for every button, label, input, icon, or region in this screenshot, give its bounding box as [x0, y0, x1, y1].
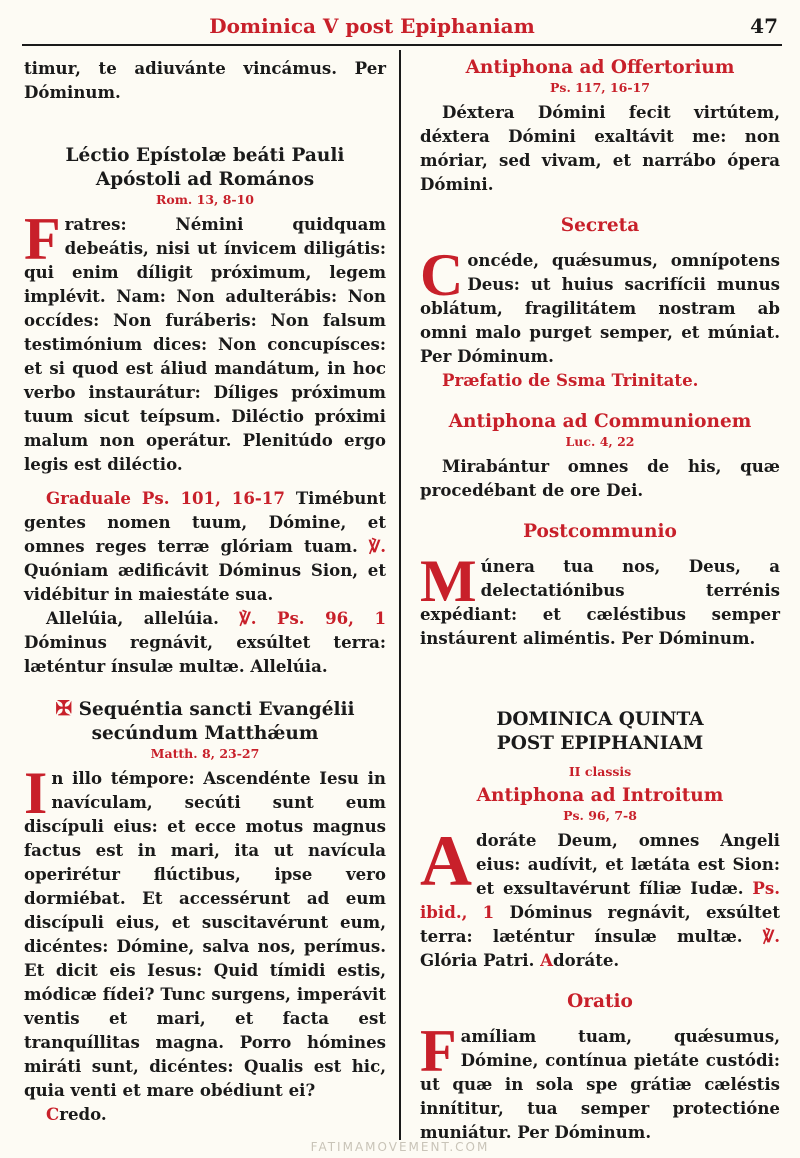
introit-reference: Ps. 96, 7-8 — [563, 808, 637, 823]
column-divider — [399, 50, 401, 1140]
gospel-reference: Matth. 8, 23-27 — [150, 746, 260, 761]
communion-title: Antiphona ad Communionem — [448, 411, 752, 432]
right-column — [420, 56, 780, 1144]
epistle-title: Léctio Epístolæ beáti Pauli Apóstoli ad Romános — [65, 145, 345, 190]
collect-body: amíliam tuam, quǽsumus, Dómine, contínua pietáte custódi: ut quæ in sola spe grátiæ cæléstis innítitur, tua semper protectióne muniátur. Per Dóminum. — [420, 1026, 780, 1142]
introit-drop-cap: A — [420, 821, 472, 901]
liturgical-class: II classis — [568, 764, 632, 779]
collect-title: Oratio — [567, 991, 633, 1012]
introit-psalm-reference: Ps. ibid., 1 — [420, 878, 780, 922]
communion-text: Mirabántur omnes de his, quæ procedébant de ore Dei. — [420, 456, 780, 500]
alleluia-verse: Dóminus regnávit, exsúltet terra: læténtur ínsulæ multæ. Allelúia. — [24, 632, 386, 676]
gospel-drop-cap: I — [24, 760, 48, 826]
offertory-reference: Ps. 117, 16-17 — [550, 80, 650, 95]
running-title: Dominica V post Epiphaniam — [209, 14, 535, 38]
gospel-text — [24, 760, 386, 1102]
credo-rest: redo. — [59, 1104, 107, 1124]
next-sunday-title-line1: DOMINICA QUINTA — [496, 709, 704, 730]
page-header — [22, 10, 782, 46]
introit-versicle-symbol: ℣. — [762, 926, 780, 946]
collect-drop-cap: F — [420, 1018, 457, 1084]
postcommunion-text — [420, 548, 780, 650]
credo-initial: C — [46, 1104, 60, 1124]
epistle-text — [24, 206, 386, 476]
secret-body: oncéde, quǽsumus, omnípotens Deus: ut huius sacrifícii munus oblátum, fragilitátem nostram ab omni malo purget semper, et múniat. Per Dóminum. — [420, 250, 780, 366]
alleluia — [24, 606, 386, 678]
epistle-body: ratres: Némini quidquam debeátis, nisi ut ínvicem diligátis: qui enim díligit próximum, legem implévit. Nam: Non adulterábis: Non occídes: Non furáberis: Non falsum testimónium dices: Non concupísces: et si quod est áliud mandátum, in hoc verbo instaurátur: Díliges próximum tuum sicut teípsum. Diléctio próximi malum non operátur. Plenitúdo ergo legis est diléctio. — [24, 214, 386, 474]
introit-psalm-text: Dóminus regnávit, exsúltet terra: læténtur ínsulæ multæ. — [420, 902, 780, 946]
introit-body: doráte Deum, omnes Angeli eius: audívit, et lætáta est Sion: et exsultavérunt fíliæ Iudæ. — [476, 830, 780, 898]
collect-text — [420, 1018, 780, 1144]
postcommunion-body: únera tua nos, Deus, a delectatiónibus terrénis expédiant: et cæléstibus semper instáurent aliméntis. Per Dóminum. — [420, 556, 780, 648]
credo — [24, 1102, 386, 1126]
introit-text — [420, 821, 780, 972]
page-number: 47 — [750, 14, 778, 38]
gospel-title-row — [24, 696, 386, 746]
left-column — [24, 56, 386, 1126]
watermark: FATIMAMOVEMENT.COM — [310, 1140, 490, 1154]
versicle-symbol: ℣. — [368, 536, 386, 556]
gradual-text: Timébunt gentes nomen tuum, Dómine, et omnes reges terræ glóriam tuam. — [24, 488, 386, 556]
introit-repeat-initial: A — [540, 950, 554, 970]
gradual-versicle: Quóniam ædificávit Dóminus Sion, et vidébitur in maiestáte sua. — [24, 560, 386, 604]
postcommunion-title: Postcommunio — [523, 521, 677, 542]
gradual — [24, 486, 386, 606]
secret-text — [420, 242, 780, 368]
prayer-conclusion: timur, te adiuvánte vincámus. Per Dóminum. — [24, 58, 386, 102]
offertory-text: Déxtera Dómini fecit virtútem, déxtera Dómini exaltávit me: non móriar, sed vivam, et narrábo ópera Dómini. — [420, 102, 780, 194]
cross-icon: ✠ — [55, 696, 73, 720]
communion-reference: Luc. 4, 22 — [565, 434, 635, 449]
gospel-body: n illo témpore: Ascendénte Iesu in navículam, secúti sunt eum discípuli eius: et ecce motus magnus factus est in mari, ita ut navícula operirétur flúctibus, ipse vero dormiébat. Et accessérunt ad eum discípuli eius, et suscitavérunt eum, dicéntes: Dómine, salva nos, perímus. Et dicit eis Iesus: Quid tímidi estis, módicæ fídei? Tunc surgens, imperávit ventis et mari, et facta est tranquíllitas magna. Porro hómines miráti sunt, dicéntes: Qualis est hic, quia venti et mare obédiunt ei? — [24, 768, 386, 1100]
gradual-label: Graduale Ps. 101, 16-17 — [46, 488, 285, 508]
introit-gloria: Glória Patri. — [420, 950, 541, 970]
secret-title: Secreta — [560, 215, 640, 236]
epistle-reference: Rom. 13, 8-10 — [155, 192, 255, 207]
next-sunday-title-line2: POST EPIPHANIAM — [496, 733, 704, 754]
alleluia-reference: ℣. Ps. 96, 1 — [239, 608, 386, 628]
postcommunion-drop-cap: M — [420, 548, 477, 614]
preface-rubric: Præfatio de Ssma Trinitate. — [442, 370, 699, 390]
offertory-title: Antiphona ad Offertorium — [465, 57, 735, 78]
epistle-drop-cap: F — [24, 206, 61, 272]
gospel-title: Sequéntia sancti Evangélii secúndum Matthǽum — [78, 699, 355, 744]
alleluia-text: Allelúia, allelúia. — [46, 608, 240, 628]
introit-repeat-rest: doráte. — [553, 950, 620, 970]
introit-title: Antiphona ad Introitum — [476, 785, 724, 806]
secret-drop-cap: C — [420, 242, 464, 308]
